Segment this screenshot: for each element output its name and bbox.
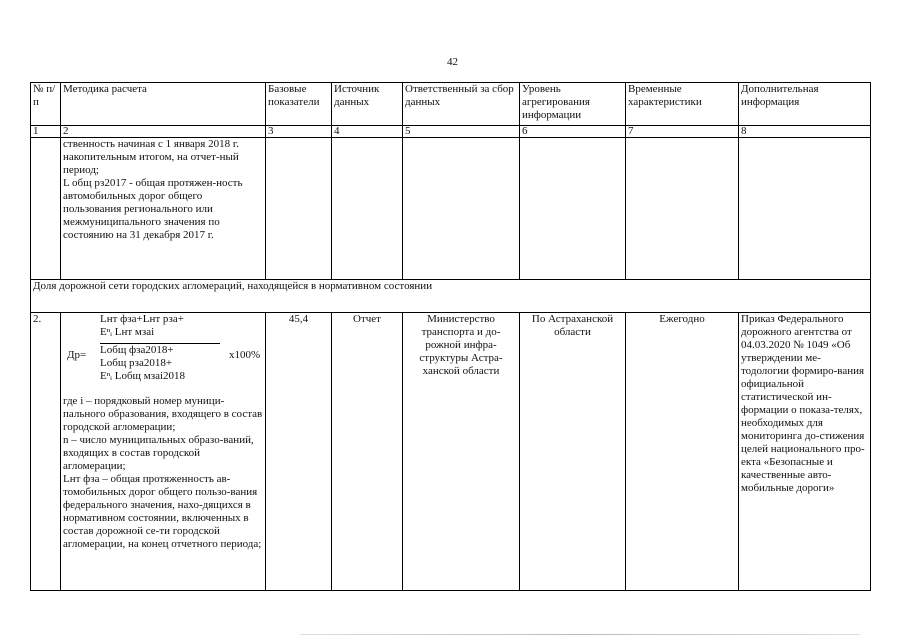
section-row — [31, 280, 871, 313]
header-num: № п/п — [31, 83, 61, 126]
table-row — [31, 138, 871, 280]
formula — [63, 313, 263, 391]
column-number: 4 — [332, 126, 403, 138]
cell-empty — [739, 138, 871, 280]
page-number: 42 — [447, 56, 458, 68]
header-additional: Дополнительная информация — [739, 83, 871, 126]
additional-info: Приказ Федерального дорожного агентства от 04.03.2020 № 1049 «Об утверждении ме-тодологии формиро-вания официальной статистической ин-формации о показа-телях, необходимых для мониторинга до-стижения целей национального про-екта «Безопасные и качественные авто-мобильные дороги» — [739, 313, 871, 591]
column-number: 6 — [520, 126, 626, 138]
formula-denominator-line3: Eⁿᵢ Lобщ мзаi2018 — [100, 370, 186, 382]
column-number: 8 — [739, 126, 871, 138]
column-number: 5 — [403, 126, 520, 138]
column-number: 1 — [31, 126, 61, 138]
cell-empty — [266, 138, 332, 280]
cell-empty — [403, 138, 520, 280]
methodology-continued: ственность начиная с 1 января 2018 г. накопительным итогом, на отчет-ный период; L общ рз2017 - общая протяжен-ность автомобильных дорог общего пользования регионального или межмуниципального значения по состоянию на 31 декабря 2017 г. — [61, 138, 266, 280]
cell-empty — [626, 138, 739, 280]
table-row — [31, 313, 871, 591]
column-number: 7 — [626, 126, 739, 138]
header-base: Базовые показатели — [266, 83, 332, 126]
methodology-cell — [61, 313, 266, 591]
cell-empty — [31, 138, 61, 280]
aggregation-level: По Астраханской области — [520, 313, 626, 591]
section-title: Доля дорожной сети городских агломераций, находящейся в нормативном состоянии — [31, 280, 871, 313]
cell-empty — [520, 138, 626, 280]
formula-multiplier: x100% — [229, 349, 261, 361]
indicator-table — [30, 82, 871, 591]
formula-denominator-line1: Lобщ фза2018+ — [100, 344, 174, 356]
cell-empty — [332, 138, 403, 280]
header-source: Источник данных — [332, 83, 403, 126]
row-number: 2. — [31, 313, 61, 591]
header-aggregation: Уровень агрегирования информации — [520, 83, 626, 126]
formula-denominator-line2: Lобщ рза2018+ — [100, 357, 173, 369]
formula-lhs: Др= — [67, 349, 87, 361]
data-source: Отчет — [332, 313, 403, 591]
header-timing: Временные характеристики — [626, 83, 739, 126]
responsible-party: Министерство транспорта и до-рожной инфра-структуры Астра-ханской области — [403, 313, 520, 591]
time-characteristics: Ежегодно — [626, 313, 739, 591]
column-number: 3 — [266, 126, 332, 138]
scan-artifact — [300, 634, 860, 635]
formula-numerator-line2: Eⁿᵢ Lнт мзаi — [100, 326, 155, 338]
header-methodology: Методика расчета — [61, 83, 266, 126]
base-value: 45,4 — [266, 313, 332, 591]
formula-description: где i – порядковый номер муници-пального образования, входящего в состав городской агломерации; n – число муниципальных образо-ваний, входящих в состав городской агломерации; Lнт фза – общая протяженность ав-томобильных дорог общего пользо-вания федерального значения, нахо-дящихся в нормативном состоянии, включенных в состав дорожной се-ти городской агломерации, на конец отчетного периода; — [63, 395, 263, 550]
formula-numerator-line1: Lнт фза+Lнт рза+ — [100, 313, 184, 325]
table-header-row — [31, 83, 871, 126]
column-number: 2 — [61, 126, 266, 138]
header-responsible: Ответственный за сбор данных — [403, 83, 520, 126]
column-number-row — [31, 126, 871, 138]
